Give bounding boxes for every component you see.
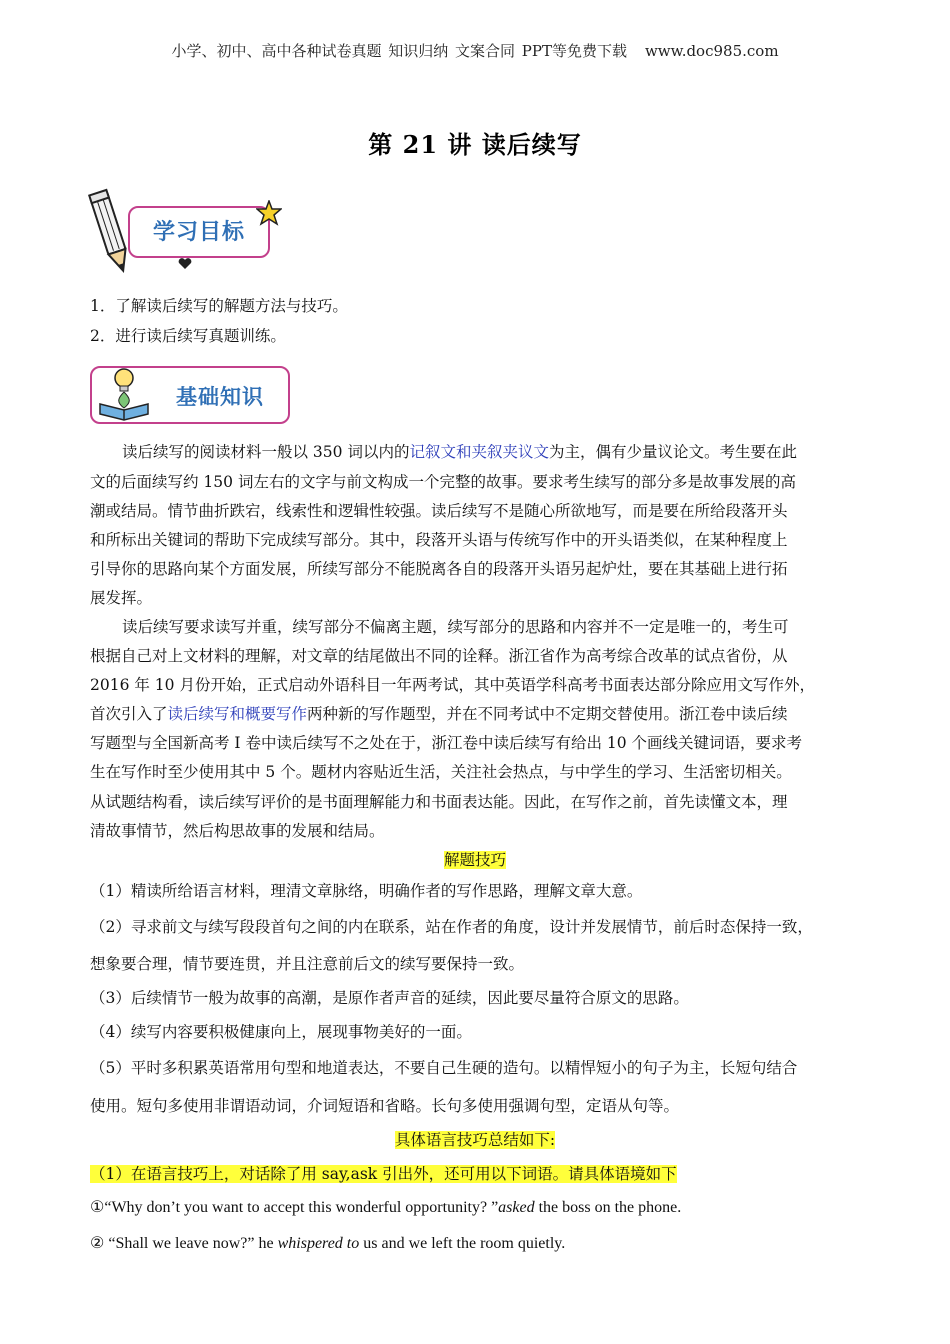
p1-line-6: 展发挥。: [90, 589, 153, 607]
p1-text-a: 读后续写的阅读材料一般以 350 词以内的: [122, 443, 410, 461]
goal-item-1: 1．了解读后续写的解题方法与技巧。: [90, 297, 348, 315]
example-2-b: us and we left the room quietly.: [359, 1235, 566, 1252]
lang-label: 具体语言技巧总结如下:: [394, 1131, 556, 1149]
book-lightbulb-icon: [96, 364, 152, 422]
p1-line-2: 文的后面续写约 150 词左右的文字与前文构成一个完整的故事。要求考生续写的部分多是故事发展的高: [90, 473, 796, 491]
p2-line-1: 读后续写要求读写并重，续写部分不偏离主题，续写部分的思路和内容并不一定是唯一的，考生可: [122, 618, 789, 636]
tip-2b: 想象要合理，情节要连贯，并且注意前后文的续写要保持一致。: [90, 955, 525, 973]
p2-line-7: 从试题结构看，读后续写评价的是书面理解能力和书面表达能。因此，在写作之前，首先读懂文本，理: [90, 793, 788, 811]
p1-line-1: [90, 440, 797, 462]
basics-badge: [90, 360, 290, 430]
header-site[interactable]: www.doc985.com: [644, 42, 779, 60]
example-1-verb: asked: [498, 1199, 535, 1216]
basics-badge-label: 基础知识: [176, 385, 264, 409]
tip-5b: 使用。短句多使用非谓语动词，介词短语和省略。长句多使用强调句型，定语从句等。: [90, 1097, 680, 1115]
lang-heading: [0, 1128, 950, 1150]
p2-line-4: [90, 702, 788, 724]
page-title: 第 21 讲 读后续写: [368, 130, 582, 159]
page-header: [0, 40, 950, 61]
p2-link[interactable]: 读后续写和概要写作: [167, 705, 308, 723]
p2-text-a: 首次引入了: [90, 705, 168, 723]
tip-4: （4）续写内容要积极健康向上，展现事物美好的一面。: [90, 1023, 472, 1041]
p1-line-3: 潮或结局。情节曲折跌宕，线索性和逻辑性较强。读后续写不是随心所欲地写，而是要在所给段落开头: [90, 502, 788, 520]
tip-2a: （2）寻求前文与续写段段首句之间的内在联系，站在作者的角度，设计并发展情节，前后时态保持一致，: [90, 918, 813, 936]
p2-line-3: 2016 年 10 月份开始，正式启动外语科目一年两考试，其中英语学科高考书面表达部分除应用文写作外，: [90, 676, 815, 694]
example-2-verb: whispered to: [277, 1235, 360, 1252]
p1-line-4: 和所标出关键词的帮助下完成续写部分。其中，段落开头语与传统写作中的开头语类似，在某种程度上: [90, 531, 788, 549]
example-1-a: ①“Why don’t you want to accept this wonderful opportunity? ”: [90, 1199, 499, 1216]
example-1: [90, 1197, 681, 1217]
example-2: [90, 1233, 565, 1253]
example-1-b: the boss on the phone.: [534, 1199, 682, 1216]
goals-badge-label: 学习目标: [152, 220, 245, 245]
tip-5a: （5）平时多积累英语常用句型和地道表达，不要自己生硬的造句。以精悍短小的句子为主，长短句结合: [90, 1059, 798, 1077]
header-text: 小学、初中、高中各种试卷真题 知识归纳 文案合同 PPT等免费下载: [171, 42, 627, 60]
goals-badge: [88, 188, 283, 274]
goal-item-2: 2．进行读后续写真题训练。: [90, 327, 286, 345]
tip-1: （1）精读所给语言材料，理清文章脉络，明确作者的写作思路，理解文章大意。: [90, 882, 643, 900]
tips-label: 解题技巧: [443, 851, 506, 869]
heart-icon: [178, 258, 192, 270]
tips-heading: [0, 848, 950, 870]
p2-line-2: 根据自己对上文材料的理解，对文章的结尾做出不同的诠释。浙江省作为高考综合改革的试点省份，从: [90, 647, 788, 665]
star-icon: [256, 200, 282, 226]
p2-line-6: 生在写作时至少使用其中 5 个。题材内容贴近生活，关注社会热点，与中学生的学习、生活密切相关。: [90, 763, 792, 781]
p2-line-8: 清故事情节，然后构思故事的发展和结局。: [90, 822, 385, 840]
lang-note-line: [90, 1162, 677, 1184]
p2-line-5: 写题型与全国新高考 I 卷中读后续写不之处在于，浙江卷中读后续写有给出 10 个画线关键词语，要求考: [90, 734, 803, 752]
example-2-a: ② “Shall we leave now?” he: [90, 1235, 278, 1252]
p2-text-b: 两种新的写作题型，并在不同考试中不定期交替使用。浙江卷中读后续: [307, 705, 788, 723]
p1-text-b: 为主，偶有少量议论文。考生要在此: [548, 443, 797, 461]
p1-line-5: 引导你的思路向某个方面发展，所续写部分不能脱离各自的段落开头语另起炉灶，要在其基础上进行拓: [90, 560, 788, 578]
tip-3: （3）后续情节一般为故事的高潮，是原作者声音的延续，因此要尽量符合原文的思路。: [90, 989, 689, 1007]
p1-link[interactable]: 记叙文和夹叙夹议文: [409, 443, 549, 461]
lang-note: （1）在语言技巧上，对话除了用 say,ask 引出外，还可用以下词语。请具体语境如下: [90, 1165, 677, 1183]
